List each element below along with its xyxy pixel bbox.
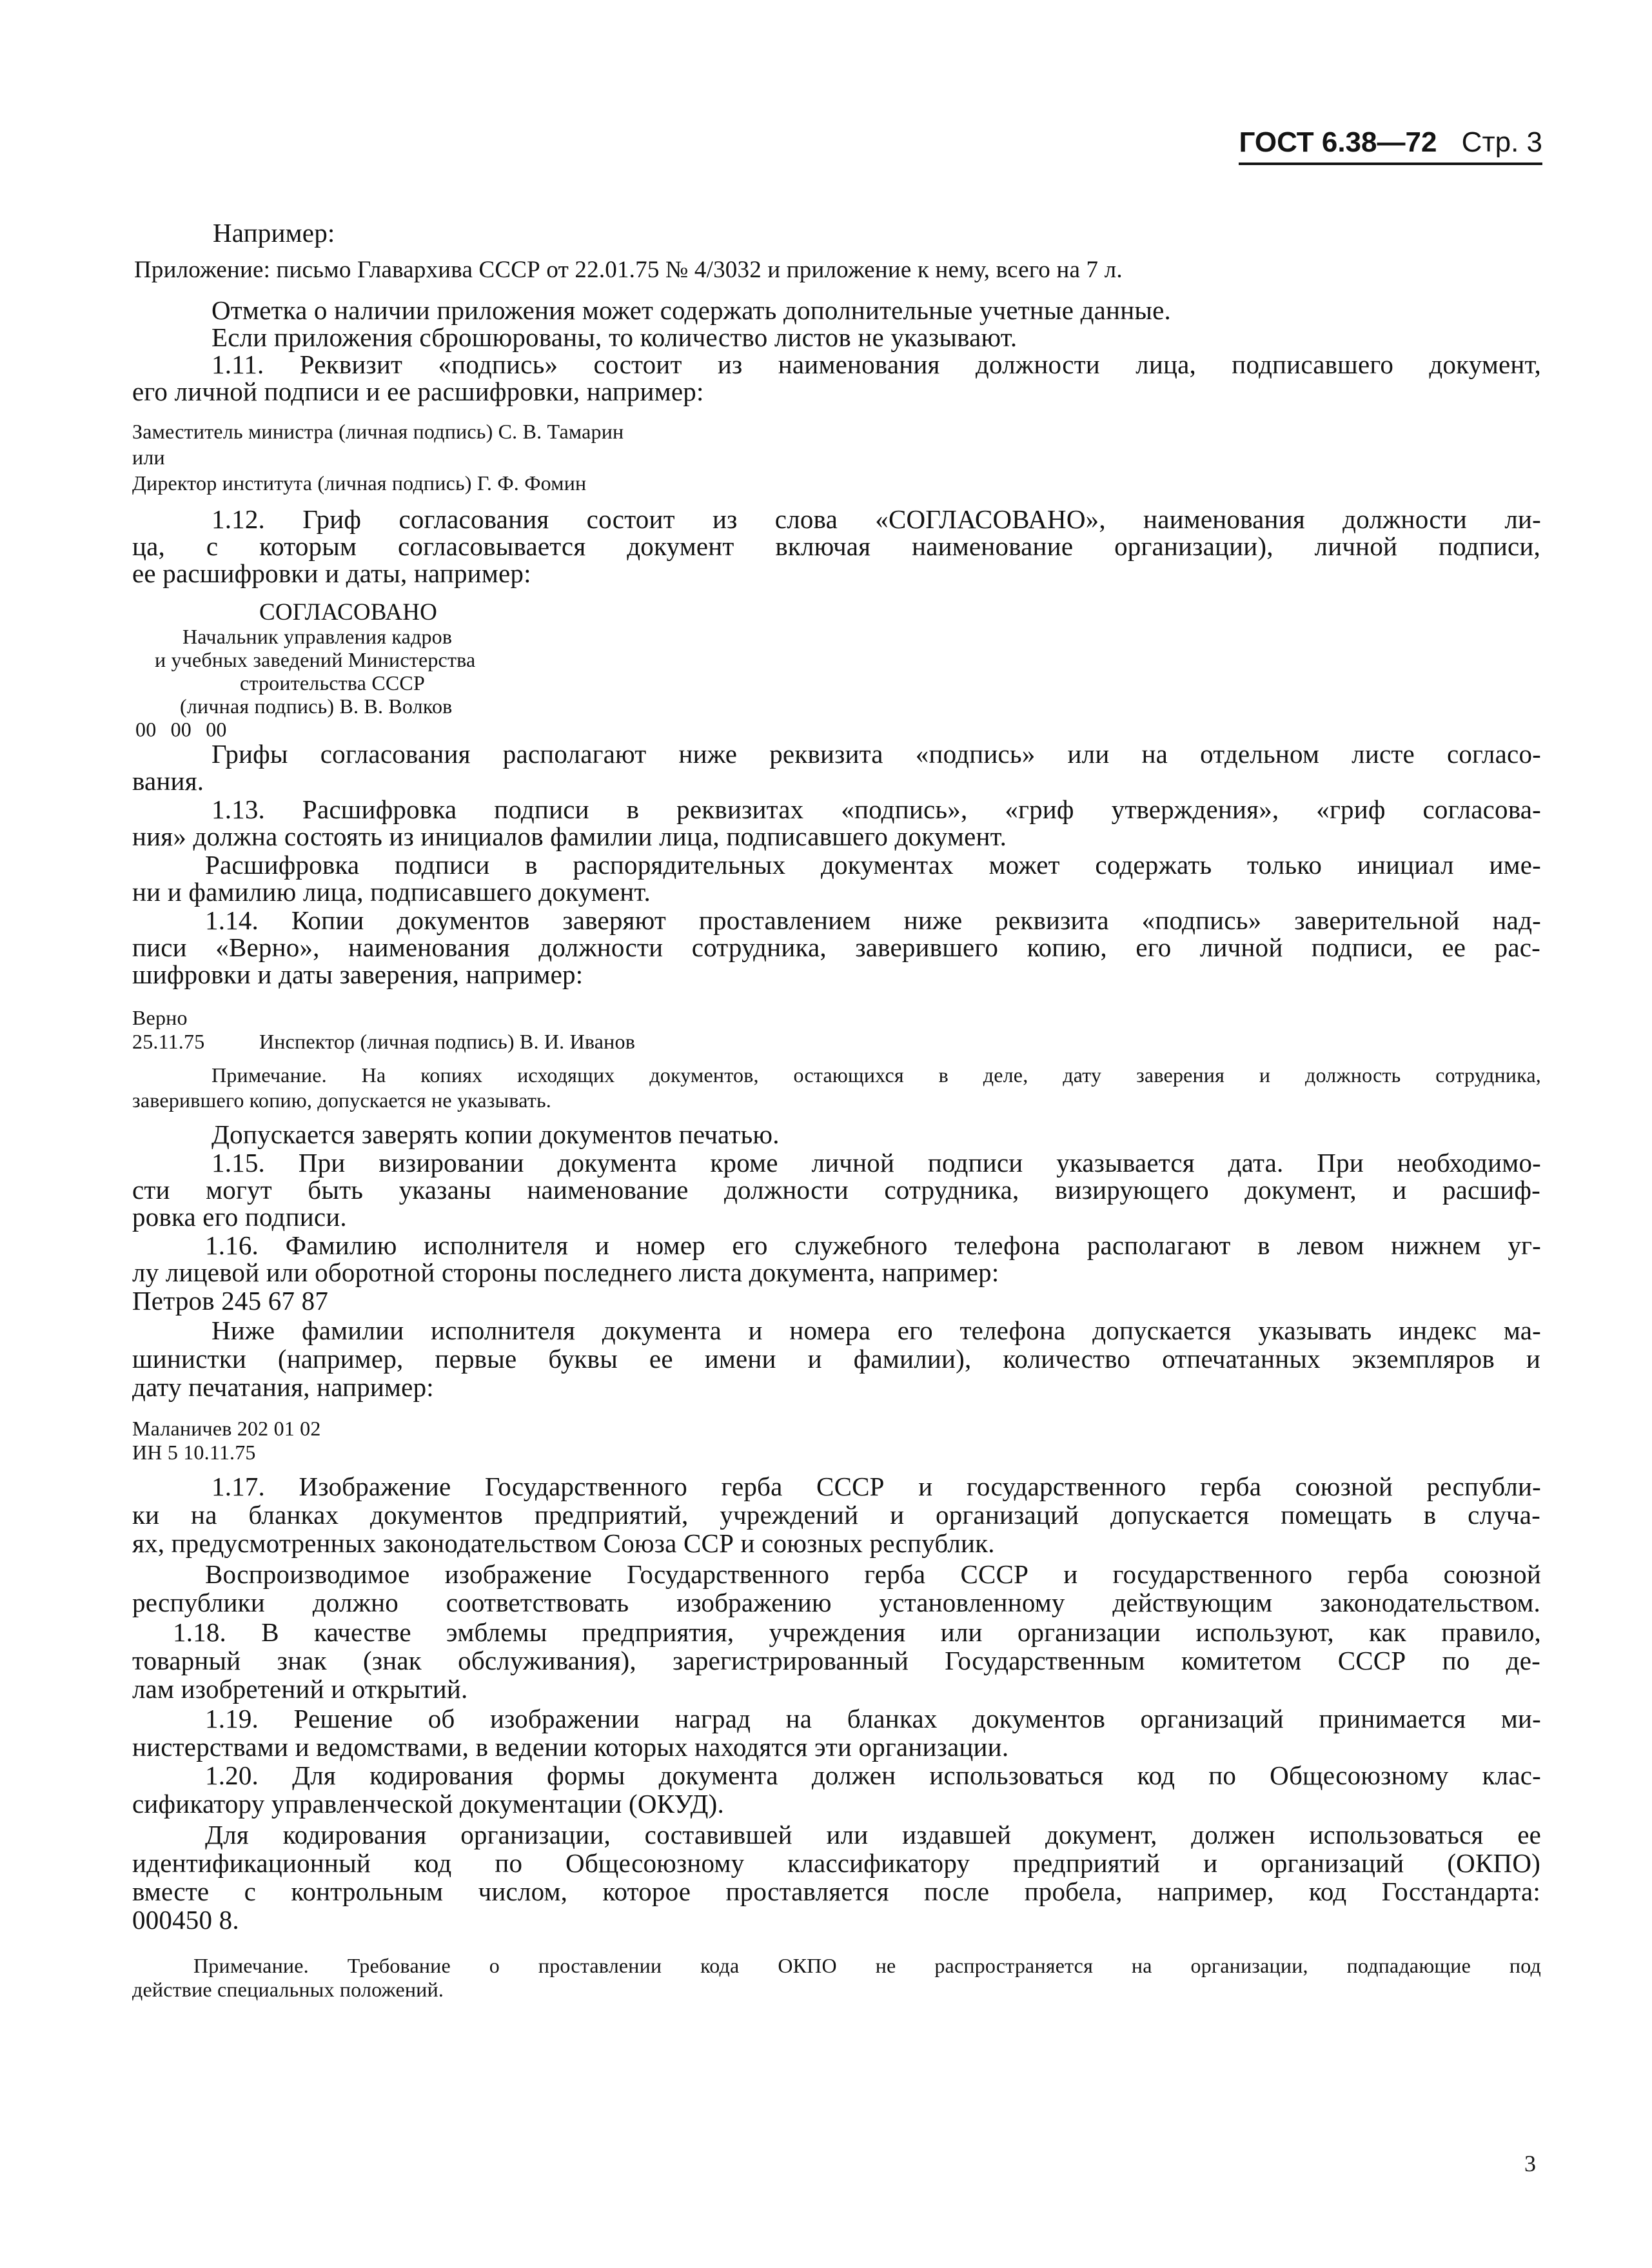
certification-label: Верно [132,1006,188,1029]
paragraph-line: Расшифровка подписи в распорядительных документах может содержать только инициал име- [205,850,1541,880]
paragraph-line: сти могут быть указаны наименование должности сотрудника, визирующего документ, и расшиф- [132,1175,1540,1205]
paragraph-line: 1.15. При визировании документа кроме личной подписи указывается дата. При необходимо- [211,1148,1541,1178]
paragraph-line: Для кодирования организации, составившей или издавшей документ, должен использоваться ее [205,1820,1541,1849]
paragraph-line: Например: [213,218,335,248]
paragraph-line: 1.12. Гриф согласования состоит из слова «СОГЛАСОВАНО», наименования должности ли- [211,504,1541,534]
example-line: ИН 5 10.11.75 [132,1441,256,1464]
certification-date: 25.11.75 [132,1030,205,1053]
example-line: или [132,446,165,469]
paragraph-line: 000450 8. [132,1905,239,1935]
example-line: Маланичев 202 01 02 [132,1417,321,1440]
paragraph-line: дату печатания, например: [132,1372,434,1402]
example-line: Директор института (личная подпись) Г. Ф. Фомин [132,471,587,495]
approval-stamp-line: (личная подпись) В. В. Волков [180,695,453,718]
paragraph-line: Если приложения сброшюрованы, то количество листов не указывают. [211,322,1018,352]
paragraph-line: его личной подписи и ее расшифровки, например: [132,377,704,406]
paragraph-line: ца, с которым согласовывается документ включая наименование организации), личной подписи, [132,531,1540,561]
paragraph-line: 1.20. Для кодирования формы документа должен использоваться код по Общесоюзному клас- [205,1760,1541,1790]
note-line: Примечание. Требование о проставлении кода ОКПО не распространяется на организации, подпадающие под [193,1954,1541,1977]
paragraph-line: ни и фамилию лица, подписавшего документ. [132,877,651,907]
paragraph-line: Допускается заверять копии документов печатью. [211,1119,780,1149]
paragraph-line: республики должно соответствовать изображению установленному действующим законодательством. [132,1588,1540,1617]
paragraph-line: Ниже фамилии исполнителя документа и номера его телефона допускается указывать индекс ма- [211,1316,1541,1345]
paragraph-line: Отметка о наличии приложения может содержать дополнительные учетные данные. [211,295,1171,325]
paragraph-line: ях, предусмотренных законодательством Союза ССР и союзных республик. [132,1528,995,1558]
paragraph-line: 1.18. В качестве эмблемы предприятия, учреждения или организации используют, как правило, [173,1617,1541,1647]
paragraph-line: 1.11. Реквизит «подпись» состоит из наименования должности лица, подписавшего документ, [211,350,1541,379]
approval-stamp-line: СОГЛАСОВАНО [259,599,438,626]
example-line: Петров 245 67 87 [132,1286,329,1316]
paragraph-line: шифровки и даты заверения, например: [132,960,584,989]
paragraph-line: 1.17. Изображение Государственного герба СССР и государственного герба союзной республи- [211,1472,1541,1501]
paragraph-line: ния» должна состоять из инициалов фамилии лица, подписавшего документ. [132,822,1007,851]
paragraph-line: 1.19. Решение об изображении наград на бланках документов организаций принимается ми- [205,1704,1541,1733]
approval-stamp-date: 00 00 00 [135,718,227,741]
paragraph-line: ее расшифровки и даты, например: [132,558,531,588]
paragraph-line: вместе с контрольным числом, которое проставляется после пробела, например, код Госстандарта: [132,1877,1540,1906]
approval-stamp-line: Начальник управления кадров [182,625,453,648]
paragraph-line: нистерствами и ведомствами, в ведении которых находятся эти организации. [132,1732,1009,1762]
paragraph-line: 1.16. Фамилию исполнителя и номер его служебного телефона располагают в левом нижнем уг- [205,1230,1541,1260]
standard-code: ГОСТ 6.38—72 [1239,126,1437,158]
paragraph-line: товарный знак (знак обслуживания), зарегистрированный Государственным комитетом СССР по де- [132,1646,1540,1675]
paragraph-line: Приложение: письмо Главархива СССР от 22.01.75 № 4/3032 и приложение к нему, всего на 7 л. [134,257,1123,283]
paragraph-line: Воспроизводимое изображение Государственного герба СССР и государственного герба союзной [205,1559,1541,1589]
page-label: Стр. 3 [1461,126,1542,158]
example-line: Заместитель министра (личная подпись) С. В. Тамарин [132,420,624,443]
paragraph-line: 1.14. Копии документов заверяют проставлением ниже реквизита «подпись» заверительной над- [205,905,1541,935]
page-header [1239,126,1542,165]
paragraph-line: лу лицевой или оборотной стороны последнего листа документа, например: [132,1257,999,1287]
approval-stamp-line: и учебных заведений Министерства [155,648,476,671]
paragraph-line: ки на бланках документов предприятий, учреждений и организаций допускается помещать в случа- [132,1500,1540,1530]
approval-stamp-line: строительства СССР [240,671,425,695]
note-line: заверившего копию, допускается не указывать. [132,1089,552,1112]
paragraph-line: лам изобретений и открытий. [132,1674,468,1704]
paragraph-line: 1.13. Расшифровка подписи в реквизитах «подпись», «гриф утверждения», «гриф согласова- [211,794,1541,824]
paragraph-line: Грифы согласования располагают ниже реквизита «подпись» или на отдельном листе согласо- [211,739,1541,769]
note-line: Примечание. На копиях исходящих документов, остающихся в деле, дату заверения и должность сотрудника, [211,1063,1541,1087]
paragraph-line: вания. [132,766,204,796]
certification-signature: Инспектор (личная подпись) В. И. Иванов [259,1030,636,1053]
paragraph-line: ровка его подписи. [132,1202,347,1232]
paragraph-line: шинистки (например, первые буквы ее имени и фамилии), количество отпечатанных экземпляров и [132,1344,1540,1374]
paragraph-line: идентификационный код по Общесоюзному классификатору предприятий и организаций (ОКПО) [132,1848,1540,1878]
page-number: 3 [1524,2151,1536,2176]
paragraph-line: писи «Верно», наименования должности сотрудника, заверившего копию, его личной подписи, ее рас- [132,932,1540,962]
paragraph-line: сификатору управленческой документации (ОКУД). [132,1789,724,1819]
note-line: действие специальных положений. [132,1978,444,2001]
